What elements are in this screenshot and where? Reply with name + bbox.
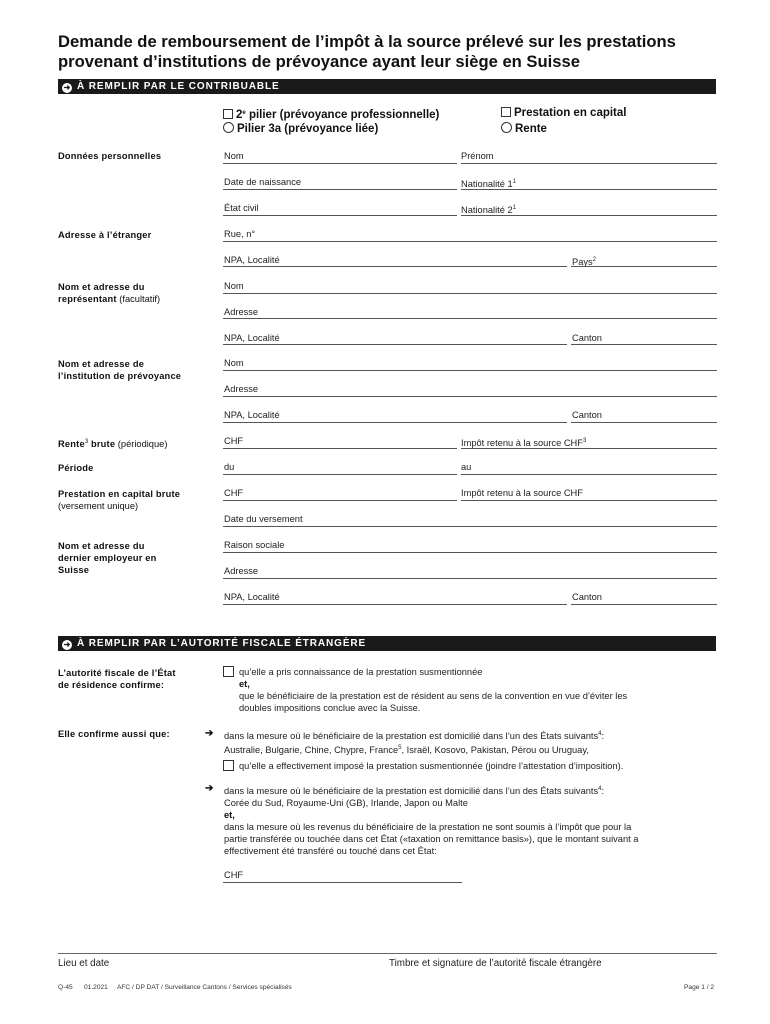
- field-inst-canton-line[interactable]: [571, 422, 717, 423]
- field-rep-canton-line[interactable]: [571, 344, 717, 345]
- field-au-label: au: [461, 462, 472, 472]
- field-pays-label: Pays$^2$: [572, 257, 597, 267]
- field-emp-canton-label: Canton: [572, 592, 602, 602]
- field-rue-label: Rue, n°: [224, 229, 256, 239]
- field-montant-chf-label: CHF: [224, 870, 244, 880]
- footer-department: AFC / DP DAT / Surveillance Cantons / Services spécialisés: [117, 984, 292, 991]
- option-2e-pilier[interactable]: 2e pilier (prévoyance professionnelle): [223, 106, 439, 122]
- section-header-contribuable: [58, 79, 716, 94]
- label-institution: Nom et adresse de l’institution de prévoyance: [58, 359, 182, 381]
- radio-rente[interactable]: [501, 122, 512, 133]
- field-impot-retenu-label: Impôt retenu à la source CHF$^3$: [461, 438, 587, 448]
- field-prenom-label: Prénom: [461, 151, 494, 161]
- field-nationalite1-line[interactable]: [461, 189, 717, 190]
- label-rente-brute: Rente$^3$ brute (périodique): [58, 439, 168, 449]
- field-rep-adresse-line[interactable]: [223, 318, 717, 319]
- field-au-line[interactable]: [461, 474, 717, 475]
- label-periode: Période: [58, 463, 94, 473]
- section-header-autorite: [58, 636, 716, 651]
- field-capital-chf-label: CHF: [224, 488, 244, 498]
- option-pilier-3a[interactable]: Pilier 3a (prévoyance liée): [223, 122, 378, 136]
- field-prenom-line[interactable]: [461, 163, 717, 164]
- label-adresse-etranger: Adresse à l’étranger: [58, 230, 152, 240]
- field-date-naissance-label: Date de naissance: [224, 177, 302, 187]
- field-npa-localite-line[interactable]: [223, 266, 567, 267]
- option-prestation-capital[interactable]: Prestation en capital: [501, 106, 626, 120]
- field-rente-chf-line[interactable]: [223, 448, 457, 449]
- field-inst-canton-label: Canton: [572, 410, 602, 420]
- field-pays-line[interactable]: [571, 266, 717, 267]
- field-rep-nom-line[interactable]: [223, 293, 717, 294]
- arrow-right-icon: ➜: [63, 640, 71, 649]
- field-du-label: du: [224, 462, 235, 472]
- title-line-2: provenant d’institutions de prévoyance ayant leur siège en Suisse: [58, 52, 580, 71]
- footer-code: Q-45: [58, 984, 73, 991]
- timbre-signature-label: Timbre et signature de l’autorité fiscale étrangère: [389, 958, 602, 969]
- field-raison-sociale-line[interactable]: [223, 552, 717, 553]
- confirm-paragraph-1: qu’elle a pris connaissance de la prestation susmentionnée et, que le bénéficiaire de la prestation est de résident au sens de la convention en vue d’éviter les doubles impositions conclue avec la Suisse.: [239, 667, 628, 713]
- field-rue-line[interactable]: [223, 241, 717, 242]
- checkbox-prestation-capital[interactable]: [501, 107, 511, 117]
- field-inst-adresse-line[interactable]: [223, 396, 717, 397]
- field-capital-impot-label: Impôt retenu à la source CHF: [461, 488, 583, 498]
- label-confirme-aussi: Elle confirme aussi que:: [58, 729, 170, 739]
- label-donnees-personnelles: Données personnelles: [58, 151, 162, 161]
- title-line-1: Demande de remboursement de l’impôt à la source prélevé sur les prestations: [58, 32, 676, 51]
- field-date-versement-label: Date du versement: [224, 514, 303, 524]
- footer-date: 01.2021: [84, 984, 108, 991]
- label-dernier-employeur: Nom et adresse du dernier employeur en Suisse: [58, 541, 157, 575]
- field-emp-adresse-label: Adresse: [224, 566, 259, 576]
- section-header-label: À REMPLIR PAR LE CONTRIBUABLE: [77, 81, 280, 92]
- field-nationalite1-label: Nationalité $1^1$: [461, 179, 517, 189]
- field-raison-sociale-label: Raison sociale: [224, 540, 285, 550]
- radio-pilier-3a[interactable]: [223, 122, 234, 133]
- signature-line[interactable]: [58, 953, 717, 954]
- lieu-date-label: Lieu et date: [58, 958, 110, 969]
- field-rep-canton-label: Canton: [572, 333, 602, 343]
- label-representant: Nom et adresse du représentant (facultatif): [58, 282, 161, 304]
- arrow-right-icon: ➔: [205, 728, 214, 739]
- field-rep-adresse-label: Adresse: [224, 307, 259, 317]
- field-emp-npa-line[interactable]: [223, 604, 567, 605]
- option-rente[interactable]: Rente: [501, 122, 547, 136]
- condition-paragraph-2: dans la mesure où le bénéficiaire de la prestation est domicilié dans l’un des États suivants$^4$: Corée du Sud, Royaume-Uni (GB), Irlande, Japon ou Malte et, dans la mesure où les revenus du bénéficiaire de la prestation ne sont soumis à l’impôt que pour la partie transférée ou touchée dans cet État («taxation on remittance basis»), que le montant suivant a effectivement été transféré ou touché dans cet État:: [224, 786, 639, 856]
- field-etat-civil-label: État civil: [224, 203, 259, 213]
- section-header-label: À REMPLIR PAR L’AUTORITÉ FISCALE ÉTRANGÈRE: [77, 638, 367, 649]
- label-prestation-capital: Prestation en capital brute (versement unique): [58, 489, 181, 511]
- field-emp-adresse-line[interactable]: [223, 578, 717, 579]
- field-rep-npa-line[interactable]: [223, 344, 567, 345]
- confirm-paragraph-2: qu’elle a effectivement imposé la prestation susmentionnée (joindre l’attestation d’imposition).: [239, 761, 624, 771]
- footer-page-number: Page 1 / 2: [684, 984, 715, 991]
- field-nationalite2-line[interactable]: [461, 215, 717, 216]
- document-title: [58, 32, 748, 72]
- field-emp-npa-label: NPA, Localité: [224, 592, 280, 602]
- label-autorite-confirme: L’autorité fiscale de l’État de résidence confirme:: [58, 668, 176, 690]
- field-emp-canton-line[interactable]: [571, 604, 717, 605]
- field-inst-nom-label: Nom: [224, 358, 244, 368]
- field-rente-chf-label: CHF: [224, 436, 244, 446]
- field-du-line[interactable]: [223, 474, 457, 475]
- field-inst-nom-line[interactable]: [223, 370, 717, 371]
- field-nom-line[interactable]: [223, 163, 457, 164]
- field-capital-impot-line[interactable]: [461, 500, 717, 501]
- field-impot-retenu-line[interactable]: [461, 448, 717, 449]
- field-inst-npa-line[interactable]: [223, 422, 567, 423]
- field-capital-chf-line[interactable]: [223, 500, 457, 501]
- field-nationalite2-label: Nationalité $2^1$: [461, 205, 517, 215]
- field-inst-npa-label: NPA, Localité: [224, 410, 280, 420]
- field-montant-chf-line[interactable]: [223, 882, 462, 883]
- field-rep-nom-label: Nom: [224, 281, 244, 291]
- field-inst-adresse-label: Adresse: [224, 384, 259, 394]
- condition-paragraph-1: dans la mesure où le bénéficiaire de la prestation est domicilié dans l’un des États suivants$^4$: Australie, Bulgarie, Chine, Chypre, France$^5$, Israël, Kosovo, Pakistan, Pérou ou Uruguay,: [224, 731, 605, 755]
- arrow-right-icon: ➜: [63, 83, 71, 92]
- checkbox-2e-pilier[interactable]: [223, 109, 233, 119]
- field-etat-civil-line[interactable]: [223, 215, 457, 216]
- checkbox-connaissance[interactable]: [223, 666, 234, 677]
- field-nom-label: Nom: [224, 151, 244, 161]
- field-date-naissance-line[interactable]: [223, 189, 457, 190]
- arrow-right-icon: ➔: [205, 783, 214, 794]
- field-date-versement-line[interactable]: [223, 526, 717, 527]
- field-rep-npa-label: NPA, Localité: [224, 333, 280, 343]
- checkbox-impose[interactable]: [223, 760, 234, 771]
- field-npa-localite-label: NPA, Localité: [224, 255, 280, 265]
